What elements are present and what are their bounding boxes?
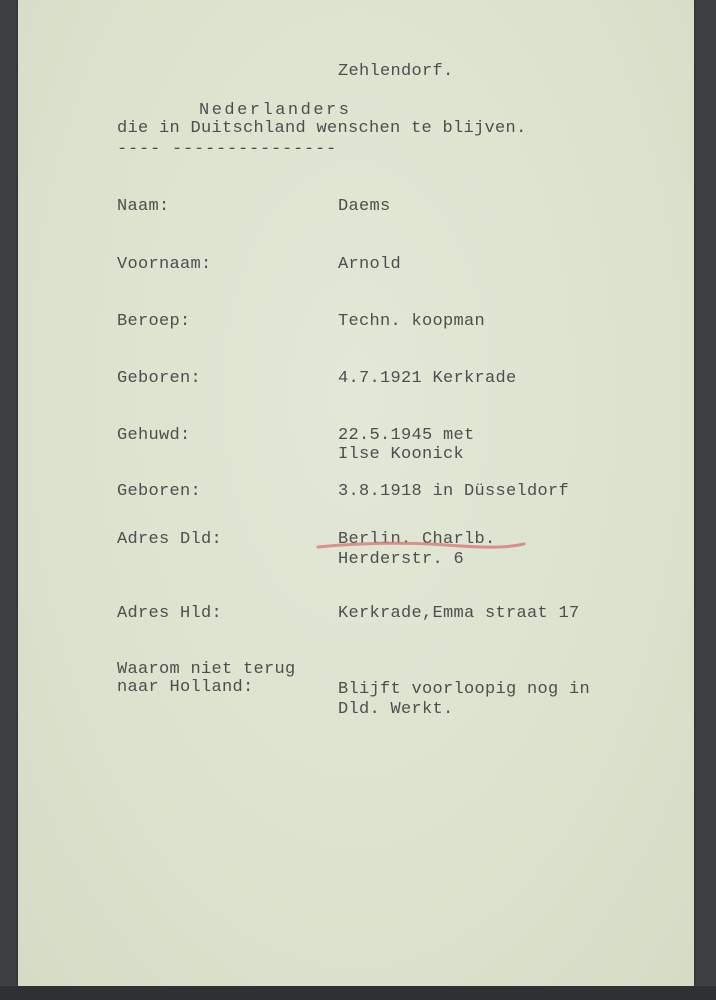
field-value-geboren: 4.7.1921 Kerkrade <box>338 369 517 388</box>
field-value-gehuwd-spouse: Ilse Koonick <box>338 445 465 464</box>
document-title: Nederlanders <box>199 101 352 120</box>
field-value-waarom-line2: Dld. Werkt. <box>338 700 454 719</box>
field-label-voornaam: Voornaam: <box>117 255 212 274</box>
field-value-geboren-spouse: 3.8.1918 in Düsseldorf <box>338 482 570 501</box>
field-value-waarom-line1: Blijft voorloopig nog in <box>338 680 591 699</box>
field-value-voornaam: Arnold <box>338 255 402 274</box>
field-label-geboren: Geboren: <box>117 369 202 388</box>
title-rule: ---- --------------- <box>117 140 338 159</box>
field-label-gehuwd: Gehuwd: <box>117 426 191 445</box>
field-label-waarom-line2: naar Holland: <box>117 678 254 697</box>
red-pencil-underline <box>316 540 526 552</box>
field-value-adres-hld: Kerkrade,Emma straat 17 <box>338 604 580 623</box>
field-label-adres-hld: Adres Hld: <box>117 604 223 623</box>
field-value-gehuwd-date: 22.5.1945 met <box>338 426 475 445</box>
field-label-geboren-spouse: Geboren: <box>117 482 202 501</box>
field-label-adres-dld: Adres Dld: <box>117 530 223 549</box>
field-value-beroep: Techn. koopman <box>338 312 486 331</box>
field-value-naam: Daems <box>338 197 391 216</box>
place-name: Zehlendorf. <box>338 62 454 81</box>
field-label-waarom-line1: Waarom niet terug <box>117 660 296 679</box>
field-value-adres-dld-city: Berlin. Charlb. <box>338 530 496 549</box>
field-label-beroep: Beroep: <box>117 312 191 331</box>
field-value-adres-dld-street: Herderstr. 6 <box>338 550 465 569</box>
document-subtitle: die in Duitschland wenschen te blijven. <box>117 119 527 138</box>
field-label-naam: Naam: <box>117 197 170 216</box>
scan-border <box>0 986 716 1000</box>
